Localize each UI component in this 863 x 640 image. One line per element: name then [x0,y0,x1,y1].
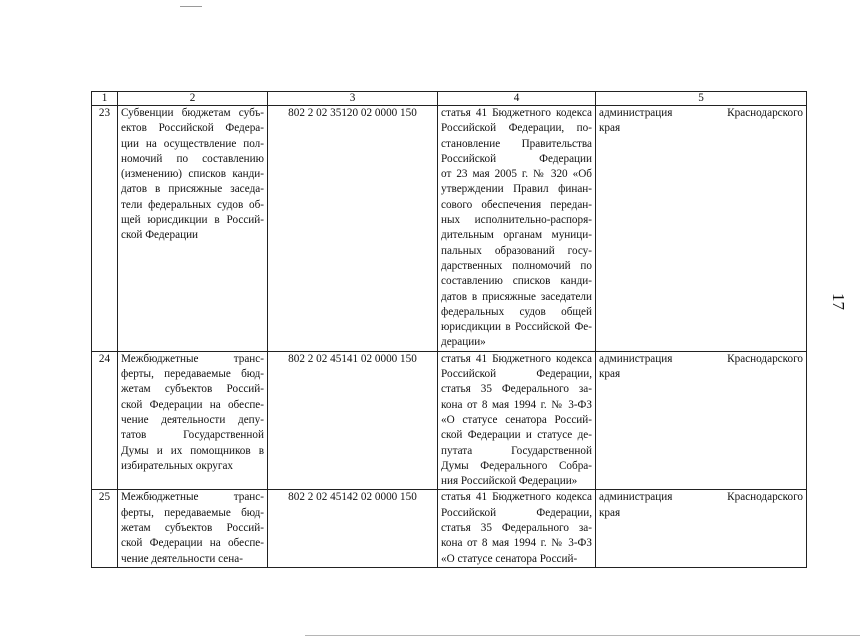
text-line: ской Федерации на обеспе- [121,537,264,550]
header-cell-1: 1 [92,92,118,106]
text-line: кона от 8 мая 1994 г. № 3-ФЗ [441,398,592,411]
text-line: статья 35 Федерального за- [441,522,592,535]
text-line: статья 41 Бюджетного кодекса [441,491,592,504]
header-cell-5: 5 [596,92,807,106]
row-budget-code: 802 2 02 45142 02 0000 150 [268,490,438,567]
text-line: ской Федерации [121,229,199,242]
authority-region: Краснодарского [727,352,803,365]
table-row [92,351,807,490]
text-line: тели федеральных судов об- [121,198,264,211]
text-line: Думы и их помощников в [121,444,264,457]
text-line: чение деятельности сена- [121,552,243,565]
row-description [118,106,268,352]
text-line: «О статусе сенатора Россий- [441,552,578,565]
text-line: ферты, передаваемые бюд- [121,506,264,519]
text-line: Межбюджетные транс- [121,491,264,504]
row-number: 25 [92,490,118,567]
authority-word: администрация [599,491,673,504]
authority-region-suffix: края [599,368,621,381]
text-line: «О статусе сенатора Россий- [441,413,592,426]
text-line: статья 41 Бюджетного кодекса [441,352,592,365]
text-line: Межбюджетные транс- [121,352,264,365]
header-cell-4: 4 [438,92,596,106]
page-number: 17 [829,293,848,310]
text-line: номочий по составлению [121,152,264,165]
text-line: юрисдикции в Российской Фе- [441,321,592,334]
header-cell-2: 2 [118,92,268,106]
text-line: датов в присяжные заседатели [441,290,592,303]
row-description [118,351,268,490]
text-line: Субвенции бюджетам субъ- [121,107,264,119]
budget-table [91,91,807,568]
text-line: путата Государственной [441,444,592,457]
text-line: Российской Федерации [441,152,592,165]
authority-region-suffix: края [599,122,621,135]
text-line: жетам субъектов Россий- [121,522,264,535]
header-cell-3: 3 [268,92,438,106]
authority-word: администрация [599,352,673,365]
text-line: составлению списков канди- [441,275,592,288]
text-line: ния Российской Федерации» [441,475,578,488]
text-line: ных исполнительно-распоря- [441,214,592,227]
text-line: датов в присяжные заседа- [121,183,264,196]
text-line: Российской Федерации, [441,368,592,381]
text-line: дительным органам муници- [441,229,592,242]
table-header-row [92,92,807,106]
text-line: ферты, передаваемые бюд- [121,368,264,381]
text-line: ектов Российской Федера- [121,122,264,135]
authority-region: Краснодарского [727,107,803,119]
row-authority [596,106,807,352]
row-legal-basis [438,490,596,567]
text-line: избирательных округах [121,459,234,472]
text-line: ции на осуществление пол- [121,137,264,150]
row-number: 24 [92,351,118,490]
scan-top-mark [180,6,202,7]
scan-bottom-line [305,635,860,636]
text-line: ской Федерации и статусе де- [441,429,592,442]
text-line: Думы Федерального Собра- [441,459,592,472]
text-line: кона от 8 мая 1994 г. № 3-ФЗ [441,537,592,550]
row-legal-basis [438,351,596,490]
text-line: статья 41 Бюджетного кодекса [441,107,592,119]
text-line: жетам субъектов Россий- [121,383,264,396]
text-line: статья 35 Федерального за- [441,383,592,396]
text-line: щей юрисдикции в Россий- [121,214,264,227]
text-line: ской Федерации на обеспе- [121,398,264,411]
row-budget-code: 802 2 02 35120 02 0000 150 [268,106,438,352]
text-line: Российской Федерации, [441,506,592,519]
authority-region: Краснодарского [727,491,803,504]
table-row [92,490,807,567]
row-legal-basis [438,106,596,352]
text-line: становление Правительства [441,137,592,150]
text-line: пальных образований госу- [441,244,592,257]
text-line: от 23 мая 2005 г. № 320 «Об [441,168,592,181]
text-line: татов Государственной [121,429,264,442]
text-line: Российской Федерации, по- [441,122,592,135]
text-line: дерации» [441,336,486,349]
row-authority [596,351,807,490]
authority-region-suffix: края [599,506,621,519]
text-line: дарственных полномочий по [441,259,592,272]
text-line: чение деятельности депу- [121,413,264,426]
text-line: утверждении Правил финан- [441,183,592,196]
text-line: (изменению) списков канди- [121,168,264,181]
row-description [118,490,268,567]
text-line: сового обеспечения передан- [441,198,592,211]
row-authority [596,490,807,567]
table-row [92,106,807,352]
authority-word: администрация [599,107,673,119]
row-budget-code: 802 2 02 45141 02 0000 150 [268,351,438,490]
text-line: федеральных судов общей [441,305,592,318]
row-number: 23 [92,106,118,352]
